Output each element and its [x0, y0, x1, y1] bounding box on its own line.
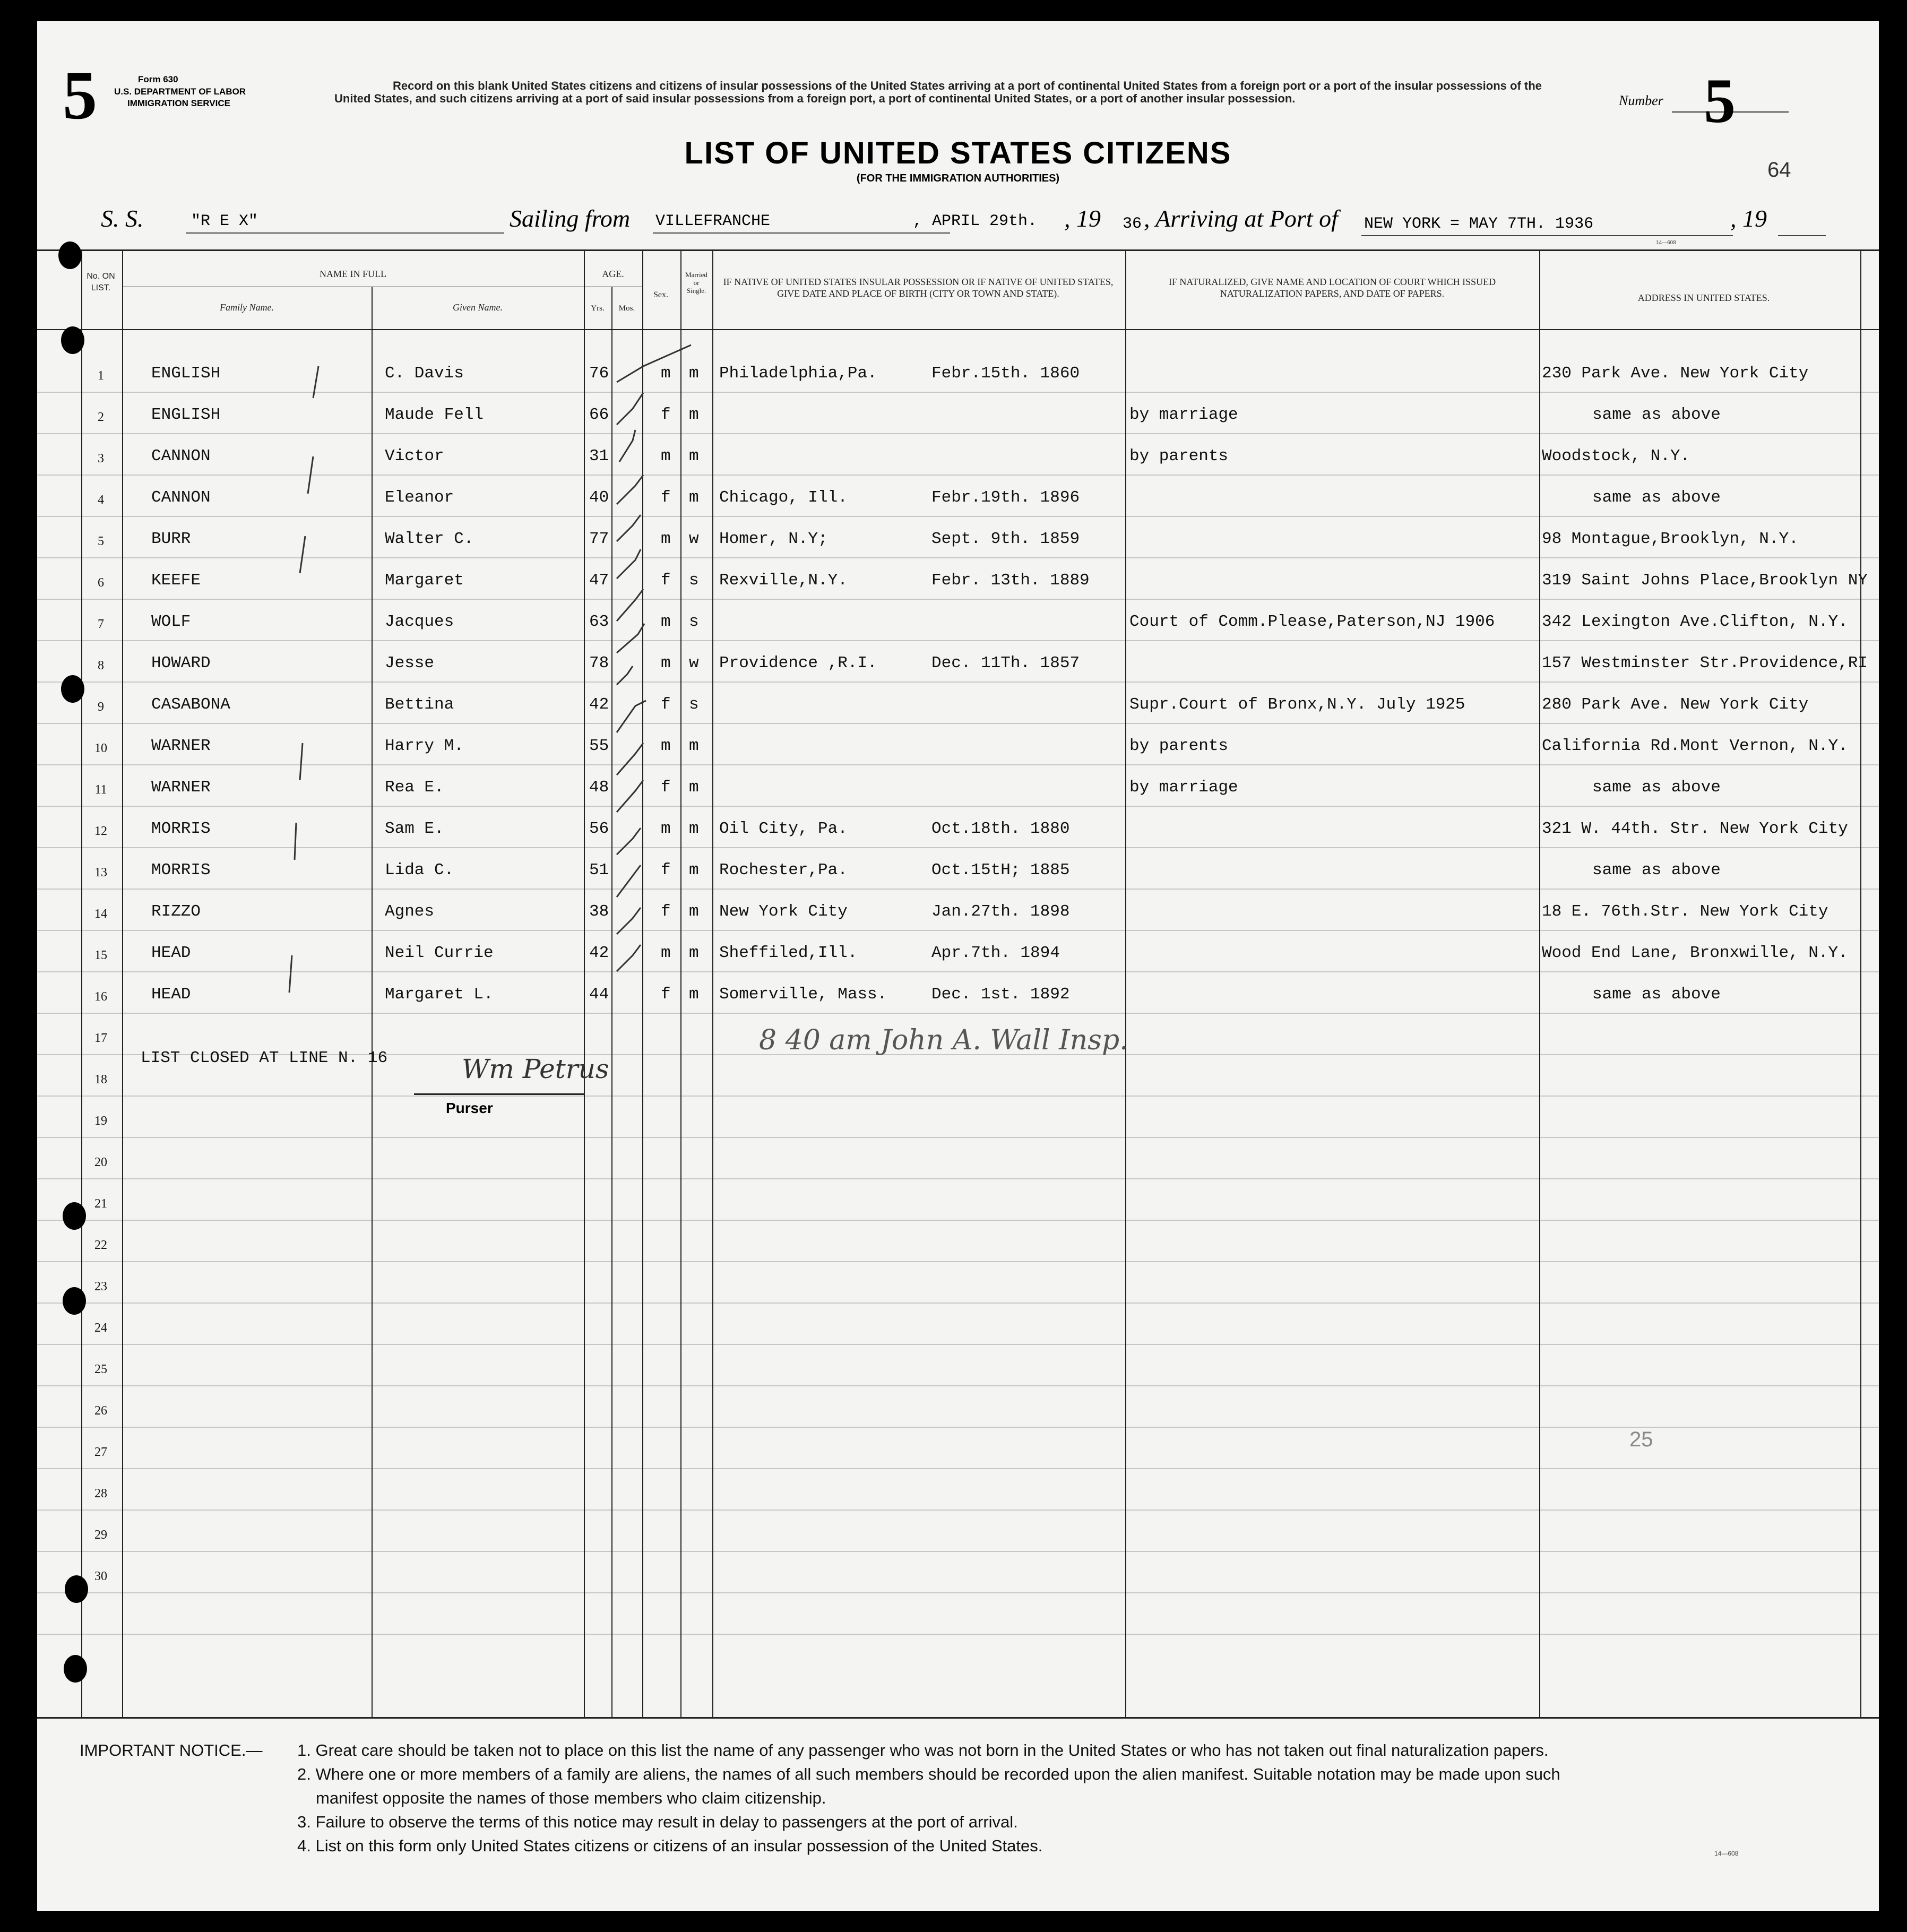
family-name-cell: RIZZO [151, 902, 201, 921]
address-cell: same as above [1592, 488, 1721, 507]
line-number: 15 [94, 948, 107, 962]
col-line-given [372, 287, 373, 1717]
header-mos: Mos. [618, 304, 635, 313]
notice-item-4: 4. List on this form only United States citizens or citizens of an insular possession of the United States. [297, 1836, 1043, 1855]
family-name-cell: CANNON [151, 488, 211, 507]
manifest-page [37, 21, 1879, 1911]
punch-hole [61, 326, 84, 354]
age-cell: 63 [589, 613, 609, 631]
sex-cell: m [661, 613, 671, 631]
line-number: 8 [98, 659, 104, 672]
married-cell: m [689, 778, 699, 797]
header-address: ADDRESS IN UNITED STATES. [1637, 292, 1770, 303]
line-number: 10 [94, 741, 107, 755]
family-name-cell: BURR [151, 530, 191, 548]
form-instruction: Record on this blank United States citizens and citizens of insular possessions of the United States arriving at a port of continental United States from a foreign port or a port of the insular possessions of the United States, and such citizens arriving at a port of said insular possessions from a foreign port, a port of continental United States, or a port of another insular possession. [334, 79, 1542, 105]
married-cell: m [689, 364, 699, 383]
naturalized-cell: by parents [1129, 737, 1229, 755]
form-subtitle: (FOR THE IMMIGRATION AUTHORITIES) [856, 172, 1060, 184]
page-mark: 64 [1767, 158, 1791, 182]
given-name-cell: Neil Currie [385, 944, 494, 962]
punch-hole [64, 1655, 87, 1683]
address-cell: 18 E. 76th.Str. New York City [1542, 902, 1828, 921]
naturalized-cell: by marriage [1129, 406, 1238, 424]
family-name-cell: WOLF [151, 613, 191, 631]
birthdate-cell: Febr.19th. 1896 [931, 488, 1080, 507]
address-cell: 321 W. 44th. Str. New York City [1542, 820, 1848, 838]
print-code-bottom: 14—608 [1714, 1850, 1739, 1857]
age-cell: 44 [589, 985, 609, 1004]
notice-item-3: 3. Failure to observe the terms of this notice may result in delay to passengers at the port of arrival. [297, 1813, 1018, 1831]
notice-heading: IMPORTANT NOTICE.— [80, 1741, 263, 1760]
col-line-address [1539, 249, 1540, 1717]
header-age: AGE. [602, 269, 624, 279]
address-cell: same as above [1592, 861, 1721, 879]
header-name-in-full: NAME IN FULL [320, 269, 386, 279]
given-name-cell: Eleanor [385, 488, 454, 507]
arriving-port: NEW YORK = MAY 7TH. 1936 [1364, 215, 1594, 233]
sex-cell: f [661, 571, 671, 590]
header-given-name: Given Name. [453, 302, 503, 313]
given-name-cell: Victor [385, 447, 444, 465]
address-cell: 157 Westminster Str.Providence,RI [1542, 654, 1868, 672]
sex-cell: f [661, 861, 671, 879]
given-name-cell: Maude Fell [385, 406, 484, 424]
birthdate-cell: Jan.27th. 1898 [931, 902, 1070, 921]
address-cell: same as above [1592, 406, 1721, 424]
family-name-cell: HEAD [151, 985, 191, 1004]
line-number: 20 [94, 1155, 107, 1169]
sailing-from: VILLEFRANCHE [655, 212, 771, 230]
married-cell: m [689, 488, 699, 507]
birthplace-cell: Rochester,Pa. [719, 861, 848, 879]
ruling-line [37, 1592, 1879, 1593]
birthplace-cell: Homer, N.Y; [719, 530, 828, 548]
age-cell: 38 [589, 902, 609, 921]
header-native: IF NATIVE OF UNITED STATES INSULAR POSSESSION OR IF NATIVE OF UNITED STATES, GIVE DATE AND PLACE OF BIRTH (CITY OR TOWN AND STATE). [723, 277, 1114, 299]
family-name-cell: HOWARD [151, 654, 211, 672]
ruling-line [37, 1468, 1879, 1469]
age-cell: 78 [589, 654, 609, 672]
family-name-cell: MORRIS [151, 820, 211, 838]
married-cell: m [689, 861, 699, 879]
married-cell: w [689, 530, 699, 548]
table-top-border [37, 249, 1879, 251]
ruling-line [37, 1634, 1879, 1635]
header-yrs: Yrs. [591, 304, 605, 313]
birthdate-cell: Apr.7th. 1894 [931, 944, 1060, 962]
line-number: 18 [94, 1073, 107, 1086]
birthdate-cell: Febr.15th. 1860 [931, 364, 1080, 383]
sailing-label: Sailing from [510, 205, 631, 232]
birthplace-cell: Somerville, Mass. [719, 985, 887, 1004]
sex-cell: f [661, 488, 671, 507]
birthplace-cell: Sheffiled,Ill. [719, 944, 858, 962]
family-ticks [265, 361, 329, 1024]
ship-name: "R E X" [191, 212, 258, 230]
family-name-cell: WARNER [151, 778, 211, 797]
age-cell: 47 [589, 571, 609, 590]
year-underline [1778, 235, 1826, 236]
given-name-cell: Jesse [385, 654, 435, 672]
birthplace-cell: Chicago, Ill. [719, 488, 848, 507]
given-name-cell: Harry M. [385, 737, 464, 755]
line-number: 26 [94, 1404, 107, 1418]
sex-cell: f [661, 695, 671, 714]
line-number: 16 [94, 990, 107, 1004]
married-cell: s [689, 695, 699, 714]
address-cell: Woodstock, N.Y. [1542, 447, 1690, 465]
given-name-cell: Bettina [385, 695, 454, 714]
punch-hole [61, 675, 84, 703]
header-sex: Sex. [653, 290, 668, 299]
number-label: Number [1619, 93, 1663, 108]
age-cell: 31 [589, 447, 609, 465]
ruling-line [37, 1261, 1879, 1262]
sex-cell: m [661, 447, 671, 465]
birthdate-cell: Dec. 11Th. 1857 [931, 654, 1080, 672]
print-code-top: 14—608 [1656, 240, 1676, 246]
stamp-number: 25 [1629, 1428, 1653, 1451]
address-cell: same as above [1592, 778, 1721, 797]
form-big-number: 5 [63, 57, 97, 134]
age-cell: 77 [589, 530, 609, 548]
address-cell: 319 Saint Johns Place,Brooklyn NY [1542, 571, 1868, 590]
ruling-line [37, 1344, 1879, 1345]
address-cell: 98 Montague,Brooklyn, N.Y. [1542, 530, 1799, 548]
given-name-cell: Lida C. [385, 861, 454, 879]
married-cell: m [689, 902, 699, 921]
col-line-left [81, 249, 82, 1717]
sailing-year-prefix: , 19 [1064, 205, 1101, 232]
line-number: 19 [94, 1114, 107, 1128]
ship-underline [186, 232, 504, 234]
sex-cell: f [661, 985, 671, 1004]
ruling-line [37, 1427, 1879, 1428]
header-naturalized: IF NATURALIZED, GIVE NAME AND LOCATION OF COURT WHICH ISSUED NATURALIZATION PAPERS, AND DATE OF PAPERS. [1168, 277, 1496, 299]
header-married: Married or Single. [685, 271, 707, 295]
given-name-cell: Margaret [385, 571, 464, 590]
line-number: 7 [98, 617, 104, 631]
sex-cell: m [661, 737, 671, 755]
sailing-date: , APRIL 29th. [913, 212, 1038, 230]
birthplace-cell: Philadelphia,Pa. [719, 364, 877, 383]
address-cell: California Rd.Mont Vernon, N.Y. [1542, 737, 1848, 755]
punch-hole [63, 1202, 86, 1230]
line-number: 13 [94, 866, 107, 879]
department-label: U.S. DEPARTMENT OF LABOR [114, 87, 246, 97]
col-line-family [122, 249, 123, 1717]
ruling-line [37, 1385, 1879, 1386]
family-name-cell: CASABONA [151, 695, 230, 714]
ruling-line [37, 1137, 1879, 1138]
sex-cell: m [661, 364, 671, 383]
inspector-note: 8 40 am John A. Wall Insp. [759, 1024, 1128, 1056]
sex-cell: f [661, 778, 671, 797]
address-cell: Wood End Lane, Bronxwille, N.Y. [1542, 944, 1848, 962]
line-number: 5 [98, 534, 104, 548]
given-name-cell: Rea E. [385, 778, 444, 797]
line-number: 11 [94, 783, 107, 797]
ss-label: S. S. [101, 205, 144, 232]
age-cell: 56 [589, 820, 609, 838]
given-name-cell: Agnes [385, 902, 435, 921]
col-line-right [1860, 249, 1861, 1717]
ruling-line [37, 1096, 1879, 1097]
sailing-year-suffix: 36 [1123, 215, 1142, 233]
check-marks [611, 334, 718, 1024]
family-name-cell: CANNON [151, 447, 211, 465]
notice-item-1: 1. Great care should be taken not to place on this list the name of any passenger who was not born in the United States or who has not taken out final naturalization papers. [297, 1741, 1549, 1760]
line-number: 6 [98, 576, 104, 590]
line-number: 2 [98, 410, 104, 424]
punch-hole [65, 1575, 88, 1603]
given-name-cell: C. Davis [385, 364, 464, 383]
line-number: 22 [94, 1238, 107, 1252]
line-number: 14 [94, 907, 107, 921]
sex-cell: f [661, 902, 671, 921]
age-cell: 42 [589, 944, 609, 962]
header-family-name: Family Name. [220, 302, 274, 313]
header-bottom-border [37, 329, 1879, 330]
birthdate-cell: Oct.18th. 1880 [931, 820, 1070, 838]
birthplace-cell: Rexville,N.Y. [719, 571, 848, 590]
married-cell: m [689, 447, 699, 465]
purser-signature: Wm Petrus [462, 1054, 609, 1084]
line-number: 27 [94, 1445, 107, 1459]
married-cell: s [689, 613, 699, 631]
ruling-line [37, 1303, 1879, 1304]
married-cell: m [689, 985, 699, 1004]
service-label: IMMIGRATION SERVICE [127, 98, 230, 108]
line-number: 24 [94, 1321, 107, 1335]
number-value: 5 [1704, 65, 1736, 136]
ruling-line [37, 1551, 1879, 1552]
given-name-cell: Sam E. [385, 820, 444, 838]
table-bottom-border [37, 1717, 1879, 1719]
ruling-line [37, 1220, 1879, 1221]
address-cell: 342 Lexington Ave.Clifton, N.Y. [1542, 613, 1848, 631]
naturalized-cell: by marriage [1129, 778, 1238, 797]
family-name-cell: KEEFE [151, 571, 201, 590]
purser-signature-line [414, 1093, 584, 1095]
form-number-label: Form 630 [138, 74, 178, 84]
age-cell: 48 [589, 778, 609, 797]
line-number: 12 [94, 824, 107, 838]
married-cell: s [689, 571, 699, 590]
col-line-age [584, 249, 585, 1717]
punch-hole [63, 1287, 86, 1315]
punch-hole [58, 242, 82, 269]
sex-cell: m [661, 944, 671, 962]
address-cell: same as above [1592, 985, 1721, 1004]
given-name-cell: Walter C. [385, 530, 474, 548]
line-number: 28 [94, 1487, 107, 1500]
birthdate-cell: Dec. 1st. 1892 [931, 985, 1070, 1004]
sex-cell: f [661, 406, 671, 424]
purser-label: Purser [446, 1100, 493, 1116]
given-name-cell: Jacques [385, 613, 454, 631]
ruling-line [37, 1178, 1879, 1179]
birthplace-cell: New York City [719, 902, 848, 921]
birthplace-cell: Providence ,R.I. [719, 654, 877, 672]
line-number: 30 [94, 1569, 107, 1583]
family-name-cell: ENGLISH [151, 406, 221, 424]
line-number: 9 [98, 700, 104, 714]
family-name-cell: HEAD [151, 944, 191, 962]
notice-item-2: 2. Where one or more members of a family are aliens, the names of all such members should be recorded upon the alien manifest. Suitable notation may be made upon such [297, 1765, 1560, 1783]
married-cell: m [689, 820, 699, 838]
family-name-cell: ENGLISH [151, 364, 221, 383]
form-title: LIST OF UNITED STATES CITIZENS [684, 136, 1232, 170]
arriving-year: , 19 [1730, 205, 1767, 232]
naturalized-cell: Court of Comm.Please,Paterson,NJ 1906 [1129, 613, 1495, 631]
naturalized-cell: Supr.Court of Bronx,N.Y. July 1925 [1129, 695, 1465, 714]
birthdate-cell: Febr. 13th. 1889 [931, 571, 1090, 590]
family-name-cell: MORRIS [151, 861, 211, 879]
line-number: 4 [98, 493, 104, 507]
address-cell: 230 Park Ave. New York City [1542, 364, 1809, 383]
age-cell: 66 [589, 406, 609, 424]
sex-cell: m [661, 530, 671, 548]
birthplace-cell: Oil City, Pa. [719, 820, 848, 838]
family-name-cell: WARNER [151, 737, 211, 755]
header-no-on-list: No. ON LIST. [87, 272, 115, 292]
married-cell: m [689, 737, 699, 755]
sex-cell: m [661, 654, 671, 672]
age-cell: 55 [589, 737, 609, 755]
line-number: 1 [98, 369, 104, 383]
col-line-naturalized [1125, 249, 1126, 1717]
married-cell: m [689, 944, 699, 962]
naturalized-cell: by parents [1129, 447, 1229, 465]
sex-cell: m [661, 820, 671, 838]
age-cell: 51 [589, 861, 609, 879]
age-cell: 42 [589, 695, 609, 714]
given-name-cell: Margaret L. [385, 985, 494, 1004]
line-number: 29 [94, 1528, 107, 1542]
married-cell: m [689, 406, 699, 424]
line-number: 21 [94, 1197, 107, 1211]
list-closed-note: LIST CLOSED AT LINE N. 16 [141, 1049, 388, 1067]
married-cell: w [689, 654, 699, 672]
ruling-line [37, 1510, 1879, 1511]
age-cell: 40 [589, 488, 609, 507]
address-cell: 280 Park Ave. New York City [1542, 695, 1809, 714]
line-number: 17 [94, 1031, 107, 1045]
birthdate-cell: Oct.15tH; 1885 [931, 861, 1070, 879]
arriving-underline [1361, 235, 1733, 236]
notice-item-2-cont: manifest opposite the names of those members who claim citizenship. [316, 1789, 826, 1807]
arriving-label: , Arriving at Port of [1144, 205, 1338, 232]
line-number: 23 [94, 1280, 107, 1293]
birthdate-cell: Sept. 9th. 1859 [931, 530, 1080, 548]
line-number: 3 [98, 452, 104, 465]
line-number: 25 [94, 1362, 107, 1376]
age-cell: 76 [589, 364, 609, 383]
sailing-underline [653, 232, 950, 234]
